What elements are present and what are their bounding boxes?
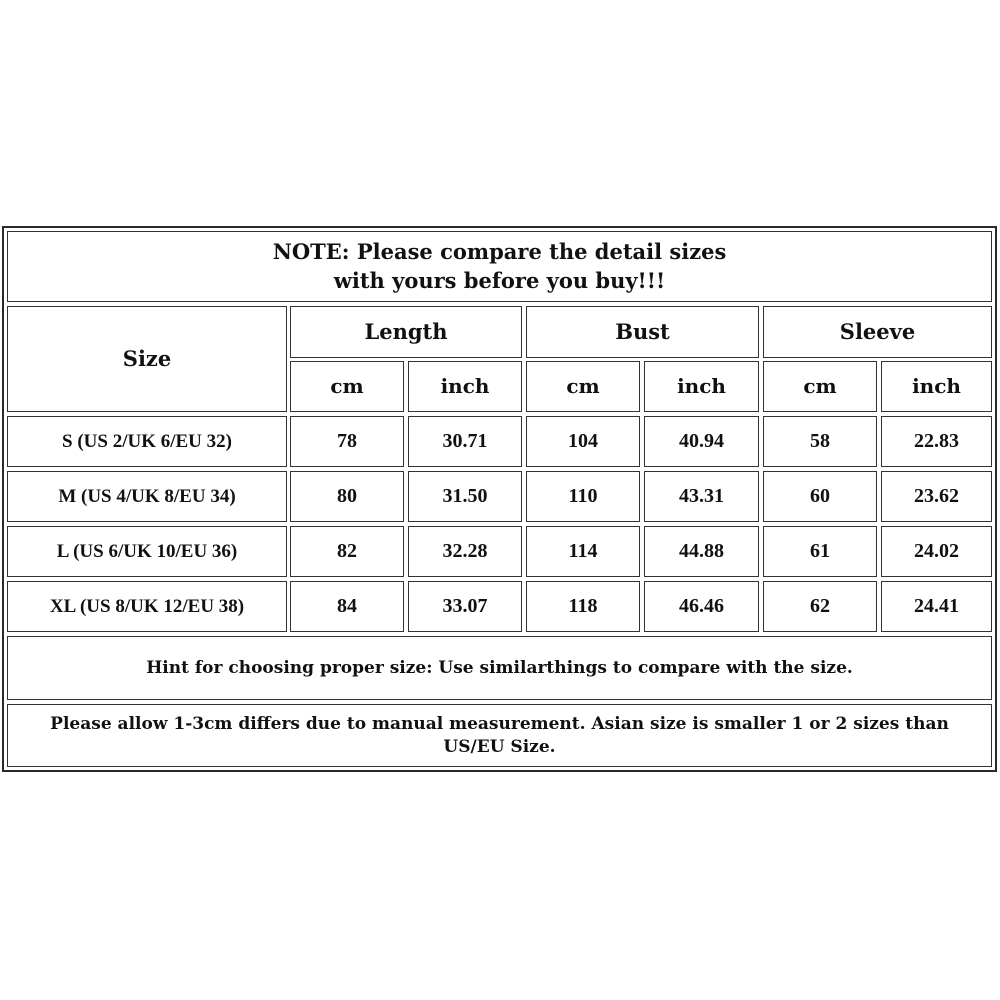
row-value: 62 xyxy=(763,581,877,632)
row-value: 82 xyxy=(290,526,404,577)
row-value: 58 xyxy=(763,416,877,467)
sleeve-header: Sleeve xyxy=(763,306,992,358)
row-value: 114 xyxy=(526,526,640,577)
unit-length-cm: cm xyxy=(290,361,404,412)
row-value: 84 xyxy=(290,581,404,632)
note-cell xyxy=(7,231,992,302)
length-header: Length xyxy=(290,306,522,358)
row-value: 40.94 xyxy=(644,416,759,467)
note-line-1: NOTE: Please compare the detail sizes xyxy=(272,239,727,265)
unit-sleeve-cm: cm xyxy=(763,361,877,412)
row-value: 30.71 xyxy=(408,416,522,467)
row-size-label: S (US 2/UK 6/EU 32) xyxy=(7,416,287,467)
row-value: 22.83 xyxy=(881,416,992,467)
bust-header: Bust xyxy=(526,306,759,358)
unit-length-inch: inch xyxy=(408,361,522,412)
row-value: 80 xyxy=(290,471,404,522)
row-value: 43.31 xyxy=(644,471,759,522)
row-value: 31.50 xyxy=(408,471,522,522)
row-value: 33.07 xyxy=(408,581,522,632)
row-value: 118 xyxy=(526,581,640,632)
row-value: 23.62 xyxy=(881,471,992,522)
row-value: 104 xyxy=(526,416,640,467)
unit-bust-inch: inch xyxy=(644,361,759,412)
note-line-2: with yours before you buy!!! xyxy=(333,267,666,293)
unit-bust-cm: cm xyxy=(526,361,640,412)
row-value: 46.46 xyxy=(644,581,759,632)
row-value: 32.28 xyxy=(408,526,522,577)
measurement-note-cell: Please allow 1-3cm differs due to manual measurement. Asian size is smaller 1 or 2 sizes than US/EU Size. xyxy=(7,704,992,767)
row-size-label: XL (US 8/UK 12/EU 38) xyxy=(7,581,287,632)
row-size-label: L (US 6/UK 10/EU 36) xyxy=(7,526,287,577)
row-value: 60 xyxy=(763,471,877,522)
row-size-label: M (US 4/UK 8/EU 34) xyxy=(7,471,287,522)
size-header: Size xyxy=(7,306,287,412)
hint-cell: Hint for choosing proper size: Use similarthings to compare with the size. xyxy=(7,636,992,700)
row-value: 61 xyxy=(763,526,877,577)
row-value: 78 xyxy=(290,416,404,467)
row-value: 24.02 xyxy=(881,526,992,577)
unit-sleeve-inch: inch xyxy=(881,361,992,412)
row-value: 44.88 xyxy=(644,526,759,577)
row-value: 110 xyxy=(526,471,640,522)
size-chart xyxy=(2,226,997,772)
row-value: 24.41 xyxy=(881,581,992,632)
